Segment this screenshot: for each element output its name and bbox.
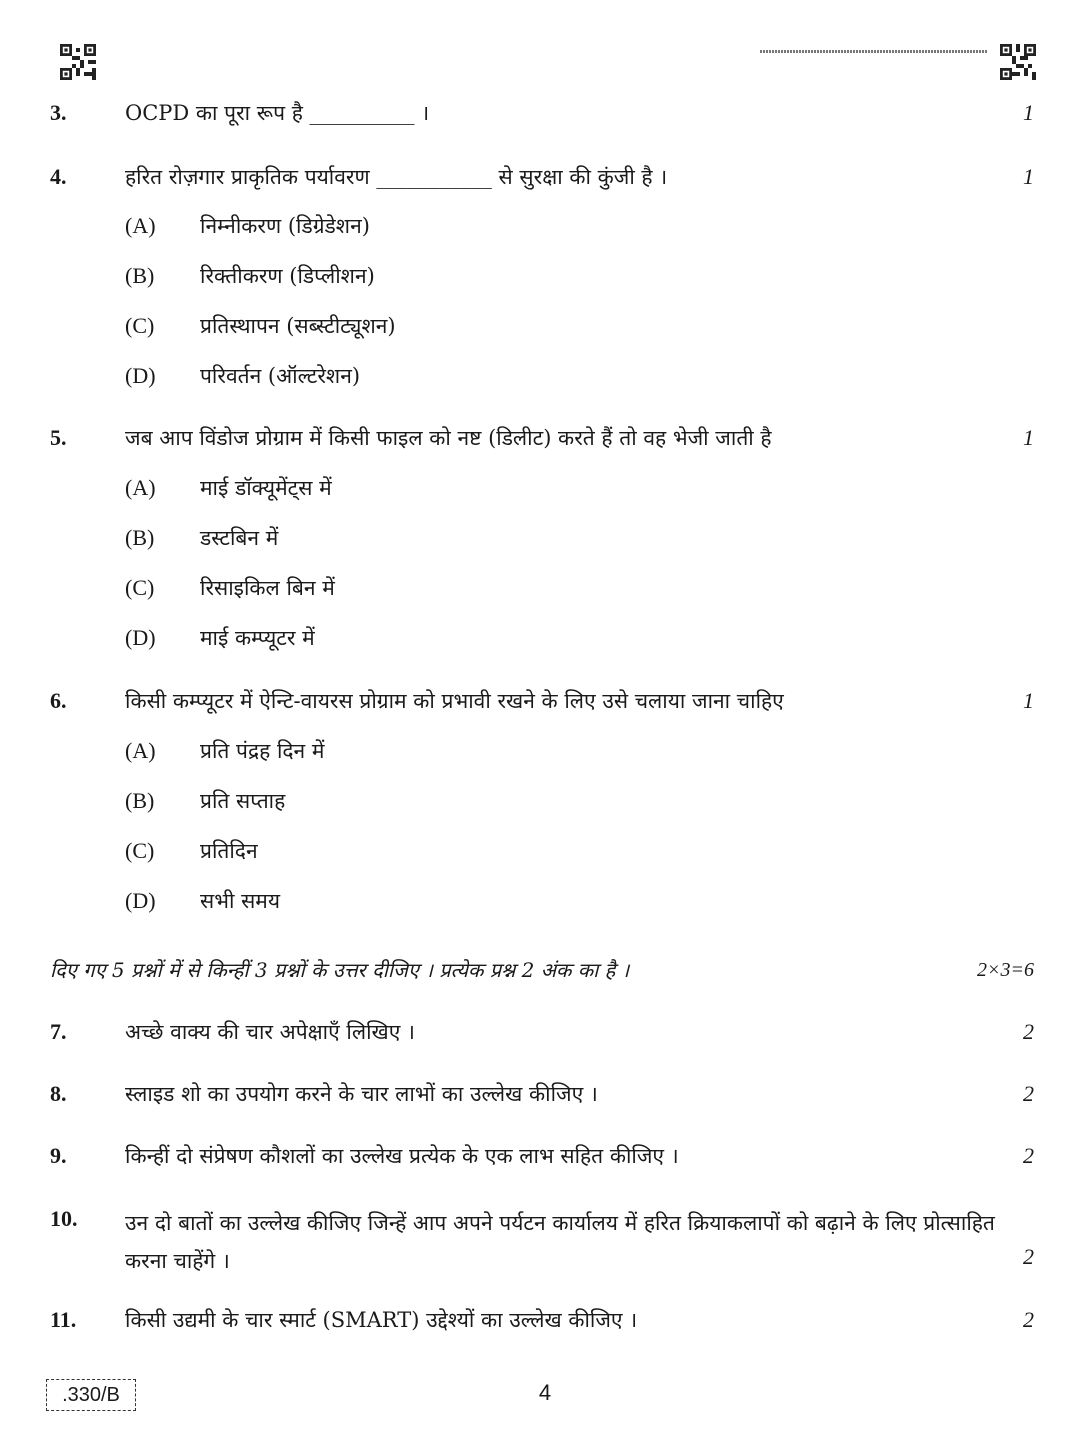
option-label: (B) (125, 263, 155, 288)
question-text: स्लाइड शो का उपयोग करने के चार लाभों का उल्लेख कीजिए । (125, 1082, 598, 1106)
option-text: परिवर्तन (ऑल्टरेशन) (200, 364, 361, 388)
option-label: (A) (125, 738, 156, 763)
qr-code-icon (1000, 44, 1036, 80)
paper-code: .330/B (46, 1379, 136, 1411)
micro-text-line (760, 50, 988, 53)
option-label: (A) (125, 213, 156, 238)
question-marks: 2 (1023, 1244, 1034, 1269)
question-marks: 2 (1023, 1143, 1034, 1168)
question-number: 4. (50, 164, 67, 189)
question-text: OCPD का पूरा रूप है __________ । (125, 101, 430, 125)
option-text: रिसाइकिल बिन में (200, 576, 335, 600)
section-marks: 2×3=6 (977, 959, 1034, 981)
question-number: 6. (50, 688, 67, 713)
option-label: (D) (125, 363, 156, 388)
question-marks: 1 (1023, 164, 1034, 189)
question-marks: 1 (1023, 688, 1034, 713)
qr-code-icon (60, 44, 96, 80)
option-text: प्रति सप्ताह (200, 789, 286, 813)
option-text: सभी समय (200, 889, 281, 913)
option-label: (C) (125, 575, 155, 600)
question-text: जब आप विंडोज प्रोग्राम में किसी फाइल को नष्ट (डिलीट) करते हैं तो वह भेजी जाती है (125, 426, 772, 450)
option-label: (A) (125, 475, 156, 500)
option-text: माई कम्प्यूटर में (200, 626, 315, 650)
question-text: अच्छे वाक्य की चार अपेक्षाएँ लिखिए । (125, 1020, 415, 1044)
option-text: प्रतिदिन (200, 839, 258, 863)
option-label: (B) (125, 788, 155, 813)
option-label: (D) (125, 625, 156, 650)
option-text: निम्नीकरण (डिग्रेडेशन) (200, 214, 370, 238)
option-text: माई डॉक्यूमेंट्स में (200, 476, 332, 500)
option-text: प्रतिस्थापन (सब्स्टीट्यूशन) (200, 314, 396, 338)
question-text: किसी उद्यमी के चार स्मार्ट (SMART) उद्देश्यों का उल्लेख कीजिए । (125, 1308, 638, 1332)
question-marks: 2 (1023, 1081, 1034, 1106)
question-text: हरित रोज़गार प्राकृतिक पर्यावरण ___________ से सुरक्षा की कुंजी है । (125, 165, 668, 189)
question-number: 8. (50, 1081, 67, 1106)
instruction-text: दिए गए 5 प्रश्नों में से किन्हीं 3 प्रश्नों के उत्तर दीजिए । प्रत्येक प्रश्न 2 अंक का है । (50, 958, 630, 982)
question-number: 5. (50, 425, 67, 450)
question-marks: 2 (1023, 1307, 1034, 1332)
question-number: 11. (50, 1307, 77, 1332)
option-label: (C) (125, 838, 155, 863)
page-number: 4 (538, 1380, 552, 1405)
question-text: उन दो बातों का उल्लेख कीजिए जिन्हें आप अपने पर्यटन कार्यालय में हरित क्रियाकलापों को बढ़ाने के लिए प्रोत्साहित करना चाहेंगे । (125, 1211, 995, 1273)
question-marks: 1 (1023, 100, 1034, 125)
question-text: किन्हीं दो संप्रेषण कौशलों का उल्लेख प्रत्येक के एक लाभ सहित कीजिए । (125, 1144, 679, 1168)
question-text: किसी कम्प्यूटर में ऐन्टि-वायरस प्रोग्राम को प्रभावी रखने के लिए उसे चलाया जाना चाहिए (125, 689, 784, 713)
question-number: 9. (50, 1143, 67, 1168)
option-text: डस्टबिन में (200, 526, 279, 550)
option-label: (C) (125, 313, 155, 338)
option-label: (D) (125, 888, 156, 913)
question-number: 7. (50, 1019, 67, 1044)
question-marks: 1 (1023, 425, 1034, 450)
option-text: प्रति पंद्रह दिन में (200, 739, 325, 763)
question-number: 10. (50, 1206, 78, 1231)
option-label: (B) (125, 525, 155, 550)
question-number: 3. (50, 100, 67, 125)
question-marks: 2 (1023, 1019, 1034, 1044)
option-text: रिक्तीकरण (डिप्लीशन) (200, 264, 375, 288)
